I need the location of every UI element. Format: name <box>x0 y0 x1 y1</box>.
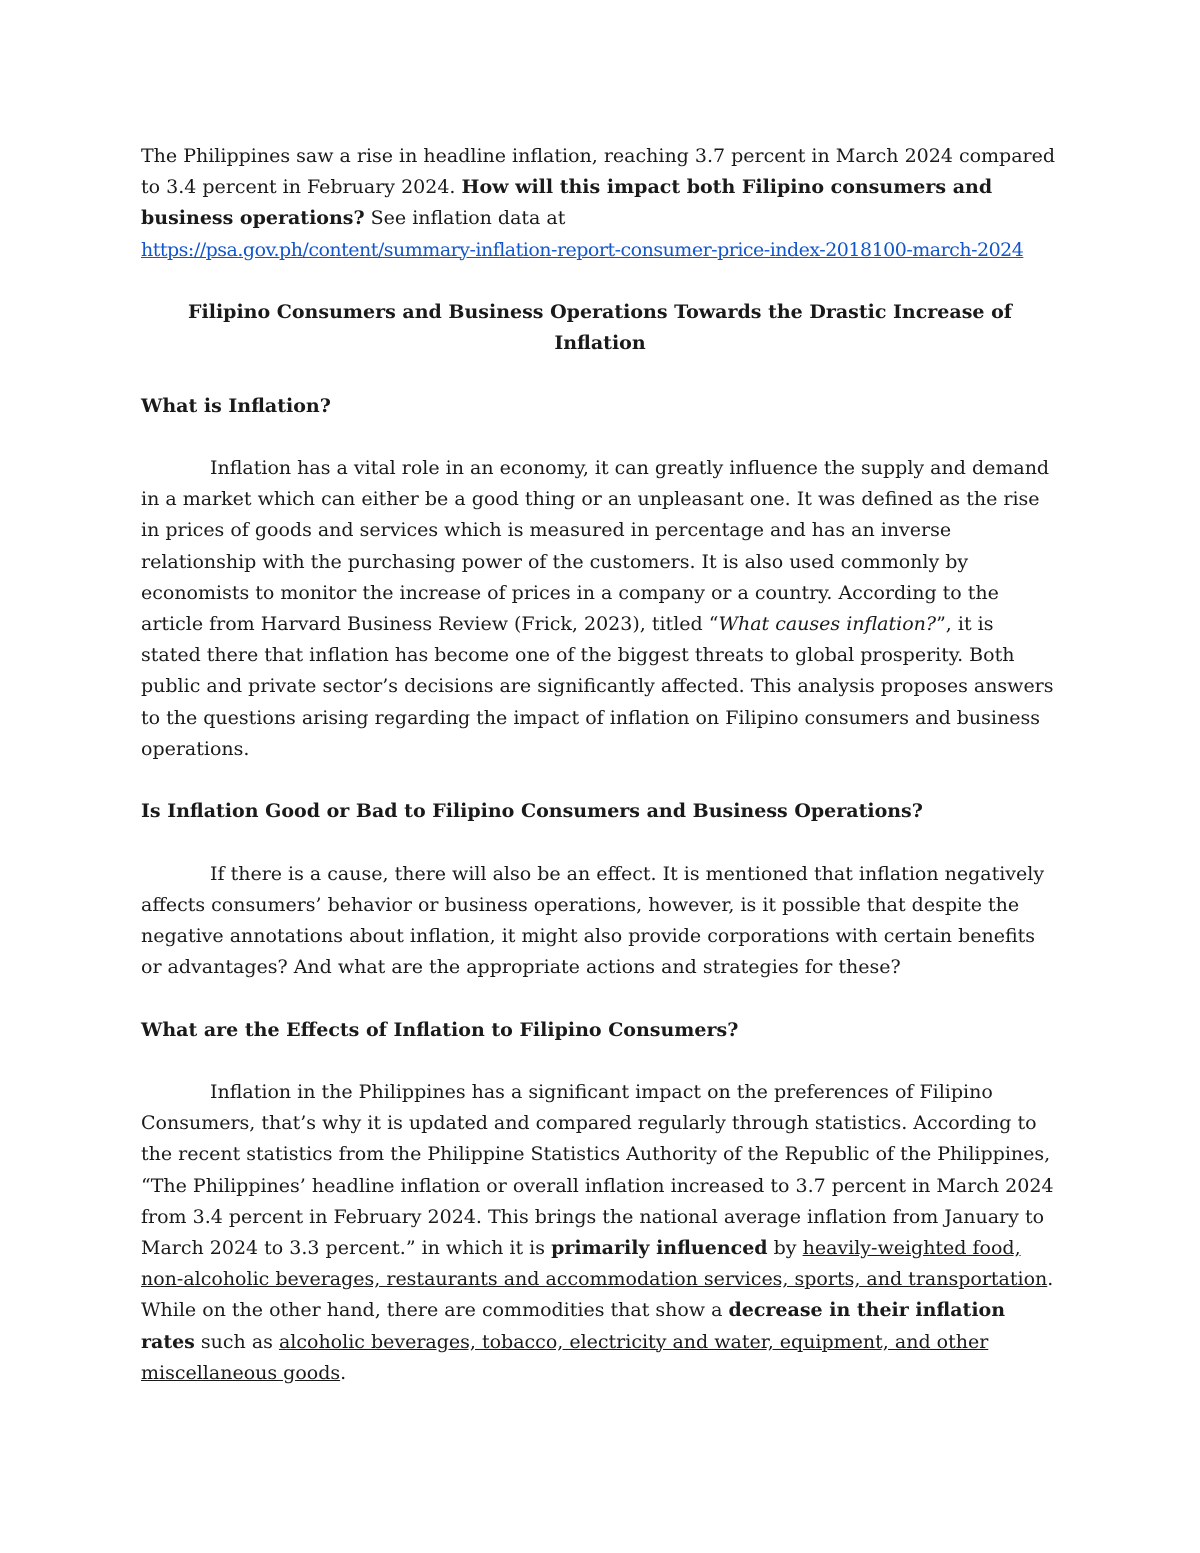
paragraph-text: Inflation has a vital role in an economy, it can greatly influence the supply and demand in a market which can either be a good thing or an unpleasant one. It was defined as the rise in prices of goods and services which is measured in percentage and has an inverse relationship with the purchasing power of the customers. It is also used commonly by economists to monitor the increase of prices in a company or a country. According to the article from Harvard Business Review (Frick, 2023), titled “ <box>141 456 1050 635</box>
underlined-increasing-commodities: heavily-weighted food, non-alcoholic beverages, restaurants and accommodation services, sports, and transportation <box>141 1237 1048 1291</box>
psa-inflation-link[interactable]: https://psa.gov.ph/content/summary-inflation-report-consumer-price-index-2018100-march-2024 <box>141 238 1024 261</box>
paragraph-text: such as <box>194 1330 279 1353</box>
spacer <box>141 422 1059 453</box>
heading-effects-on-consumers: What are the Effects of Inflation to Filipino Consumers? <box>141 1018 739 1041</box>
spacer <box>141 827 1059 858</box>
paragraph-what-is-inflation <box>141 453 1059 765</box>
paragraph-text: . While on the other hand, there are commodities that show a <box>141 1268 1054 1322</box>
paragraph-good-or-bad: If there is a cause, there will also be an effect. It is mentioned that inflation negatively affects consumers’ behavior or business operations, however, is it possible that despite the negative annotations about inflation, it might also provide corporations with certain benefits or advantages? And what are the appropriate actions and strategies for these? <box>141 862 1045 979</box>
article-title: What causes inflation? <box>718 613 937 635</box>
paragraph-text: ”, it is stated there that inflation has become one of the biggest threats to global prosperity. Both public and private sector’s decisions are significantly affected. This analysis proposes answers to the questions arising regarding the impact of inflation on Filipino consumers and business operations. <box>141 613 1054 760</box>
intro-question: How will this impact both Filipino consumers and business operations? <box>141 176 993 230</box>
heading-what-is-inflation: What is Inflation? <box>141 394 331 417</box>
document-title: Filipino Consumers and Business Operations Towards the Drastic Increase of Inflation <box>188 301 1012 355</box>
paragraph-text: . <box>340 1361 347 1384</box>
intro-paragraph <box>141 141 1059 266</box>
bold-primarily-influenced: primarily influenced <box>551 1237 768 1259</box>
document-body <box>141 141 1059 1389</box>
spacer <box>141 266 1059 297</box>
underlined-decreasing-commodities: alcoholic beverages, tobacco, electricity and water, equipment, and other miscellaneous goods <box>141 1330 989 1384</box>
paragraph-effects-on-consumers <box>141 1077 1059 1389</box>
intro-see-data: See inflation data at <box>364 207 566 230</box>
spacer <box>141 359 1059 390</box>
paragraph-text: by <box>767 1237 803 1259</box>
heading-good-or-bad: Is Inflation Good or Bad to Filipino Consumers and Business Operations? <box>141 800 923 823</box>
paragraph-text: Inflation in the Philippines has a significant impact on the preferences of Filipino Consumers, that’s why it is updated and compared regularly through statistics. According to the recent statistics from the Philippine Statistics Authority of the Republic of the Philippines, “The Philippines’ headline inflation or overall inflation increased to 3.7 percent in March 2024 from 3.4 percent in February 2024. This brings the national average inflation from January to March 2024 to 3.3 percent.” in which it is <box>141 1080 1054 1259</box>
spacer <box>141 983 1059 1014</box>
spacer <box>141 1046 1059 1077</box>
spacer <box>141 765 1059 796</box>
intro-text: The Philippines saw a rise in headline inflation, reaching 3.7 percent in March 2024 compared to 3.4 percent in February 2024. <box>141 145 1056 199</box>
bold-decrease-in-rates: decrease in their inflation rates <box>141 1299 1006 1353</box>
